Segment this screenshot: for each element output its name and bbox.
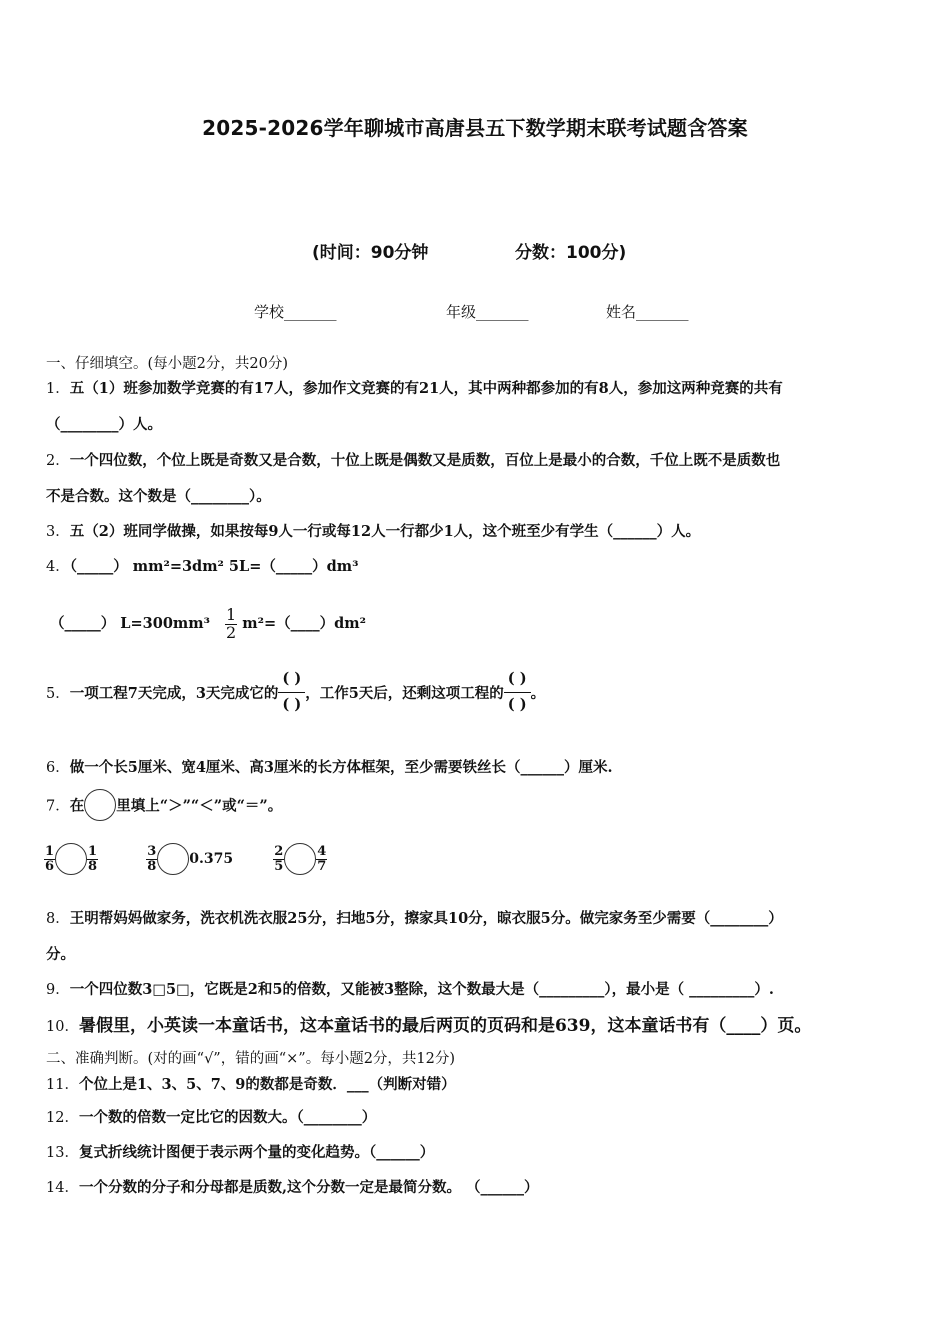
compare-circle-icon[interactable] [284, 843, 316, 875]
question-text: （_____） L=300mm³ [50, 615, 210, 632]
question-text: （_____） mm²=3dm² 5L=（_____）dm³ [69, 558, 359, 575]
question-text: 五（1）班参加数学竞赛的有17人，参加作文竞赛的有21人，其中两种都参加的有8人，参加这两种竞赛的共有 [69, 380, 783, 397]
question-number: 12． [46, 1110, 79, 1126]
compare-circle-icon [84, 789, 116, 821]
compare-circle-icon[interactable] [157, 843, 189, 875]
question-text: 王明帮妈妈做家务，洗衣机洗衣服25分，扫地5分，擦家具10分，晾衣服5分。做完家务至少需要（________） [69, 910, 783, 927]
question-text: ，工作5天后，还剩这项工程的 [305, 684, 504, 702]
question-text: 个位上是1、3、5、7、9的数都是奇数．___（判断对错） [78, 1076, 456, 1093]
blank-numerator: ( ) [278, 670, 305, 693]
school-field: 学校_______ [254, 303, 337, 321]
question-text: 复式折线统计图便于表示两个量的变化趋势。（______） [78, 1144, 435, 1161]
exam-score: 分数：100分) [515, 243, 627, 263]
question-text: 五（2）班同学做操，如果按每9人一行或每12人一行都少1人，这个班至少有学生（______）人。 [69, 523, 701, 540]
fraction-left: $\frac{2}{5}$ [274, 843, 284, 874]
exam-time: (时间：90分钟 [312, 243, 429, 263]
denominator: 2 [226, 622, 237, 642]
question-7-items [44, 843, 327, 875]
question-1 [46, 377, 783, 398]
question-text: 在 [69, 797, 85, 815]
question-4-cont [50, 588, 366, 641]
question-5 [46, 670, 545, 715]
page-title: 2025-2026学年聊城市高唐县五下数学期末联考试题含答案 [202, 116, 748, 140]
question-text: 做一个长5厘米、宽4厘米、高3厘米的长方体框架，至少需要铁丝长（______）厘米. [69, 759, 613, 776]
question-11 [46, 1073, 456, 1094]
section-1-heading: 一、仔细填空。(每小题2分，共20分) [46, 356, 288, 372]
question-number: 10． [46, 1019, 79, 1035]
question-number: 9． [46, 982, 70, 998]
question-3 [46, 520, 700, 541]
numerator: 1 [226, 604, 237, 624]
grade-field: 年级_______ [446, 303, 529, 321]
question-text: 一个分数的分子和分母都是质数,这个分数一定是最简分数。 （______） [78, 1179, 539, 1196]
blank-fraction [504, 670, 531, 715]
question-text: 。 [530, 684, 546, 702]
half-fraction [225, 604, 237, 642]
question-8 [46, 907, 783, 928]
question-number: 1． [46, 381, 70, 397]
question-text: 里填上“＞”“＜”或“＝”。 [116, 797, 283, 815]
compare-circle-icon[interactable] [55, 843, 87, 875]
fraction-left: $\frac{1}{6}$ [45, 843, 55, 874]
question-number: 2． [46, 453, 70, 469]
question-9 [46, 978, 774, 999]
fraction-left: $\frac{3}{8}$ [147, 843, 157, 874]
question-number: 6． [46, 760, 70, 776]
question-4 [46, 555, 358, 576]
question-number: 11． [46, 1077, 79, 1093]
fraction-right: $\frac{4}{7}$ [317, 843, 327, 874]
question-text: m²=（____）dm² [242, 615, 366, 632]
question-number: 14． [46, 1180, 79, 1196]
question-number: 4． [46, 559, 70, 575]
name-field: 姓名_______ [606, 303, 689, 321]
question-number: 7． [46, 798, 70, 815]
question-12 [46, 1106, 376, 1127]
blank-numerator: ( ) [504, 670, 531, 693]
question-text: 一项工程7天完成，3天完成它的 [69, 684, 279, 702]
question-7 [46, 789, 282, 821]
question-number: 5． [46, 685, 70, 702]
blank-fraction [278, 670, 305, 715]
question-text: 暑假里，小英读一本童话书，这本童话书的最后两页的页码和是639，这本童话书有（____）页。 [78, 1016, 812, 1036]
question-10 [46, 1011, 811, 1036]
question-2 [46, 449, 780, 470]
question-14 [46, 1176, 539, 1197]
fraction-right: $\frac{1}{8}$ [88, 843, 98, 874]
question-number: 13． [46, 1145, 79, 1161]
question-number: 8． [46, 911, 70, 927]
section-2-heading: 二、准确判断。(对的画“√”，错的画“×”。每小题2分，共12分) [46, 1051, 456, 1067]
question-text: 一个四位数3□5□，它既是2和5的倍数，又能被3整除，这个数最大是（_________），最小是（ _________）. [69, 981, 774, 998]
question-text: 一个数的倍数一定比它的因数大。（________） [78, 1109, 377, 1126]
question-text: 一个四位数，个位上既是奇数又是合数，十位上既是偶数又是质数，百位上是最小的合数，千位上既不是质数也 [69, 452, 781, 469]
question-number: 3． [46, 524, 70, 540]
blank-denominator: ( ) [282, 695, 302, 713]
question-8-cont: 分。 [46, 946, 75, 963]
question-13 [46, 1141, 434, 1162]
question-1-cont: （________）人。 [46, 416, 162, 433]
decimal-value: 0.375 [189, 851, 234, 867]
question-6 [46, 756, 613, 777]
question-2-cont: 不是合数。这个数是（________）。 [46, 488, 271, 505]
blank-denominator: ( ) [507, 695, 527, 713]
